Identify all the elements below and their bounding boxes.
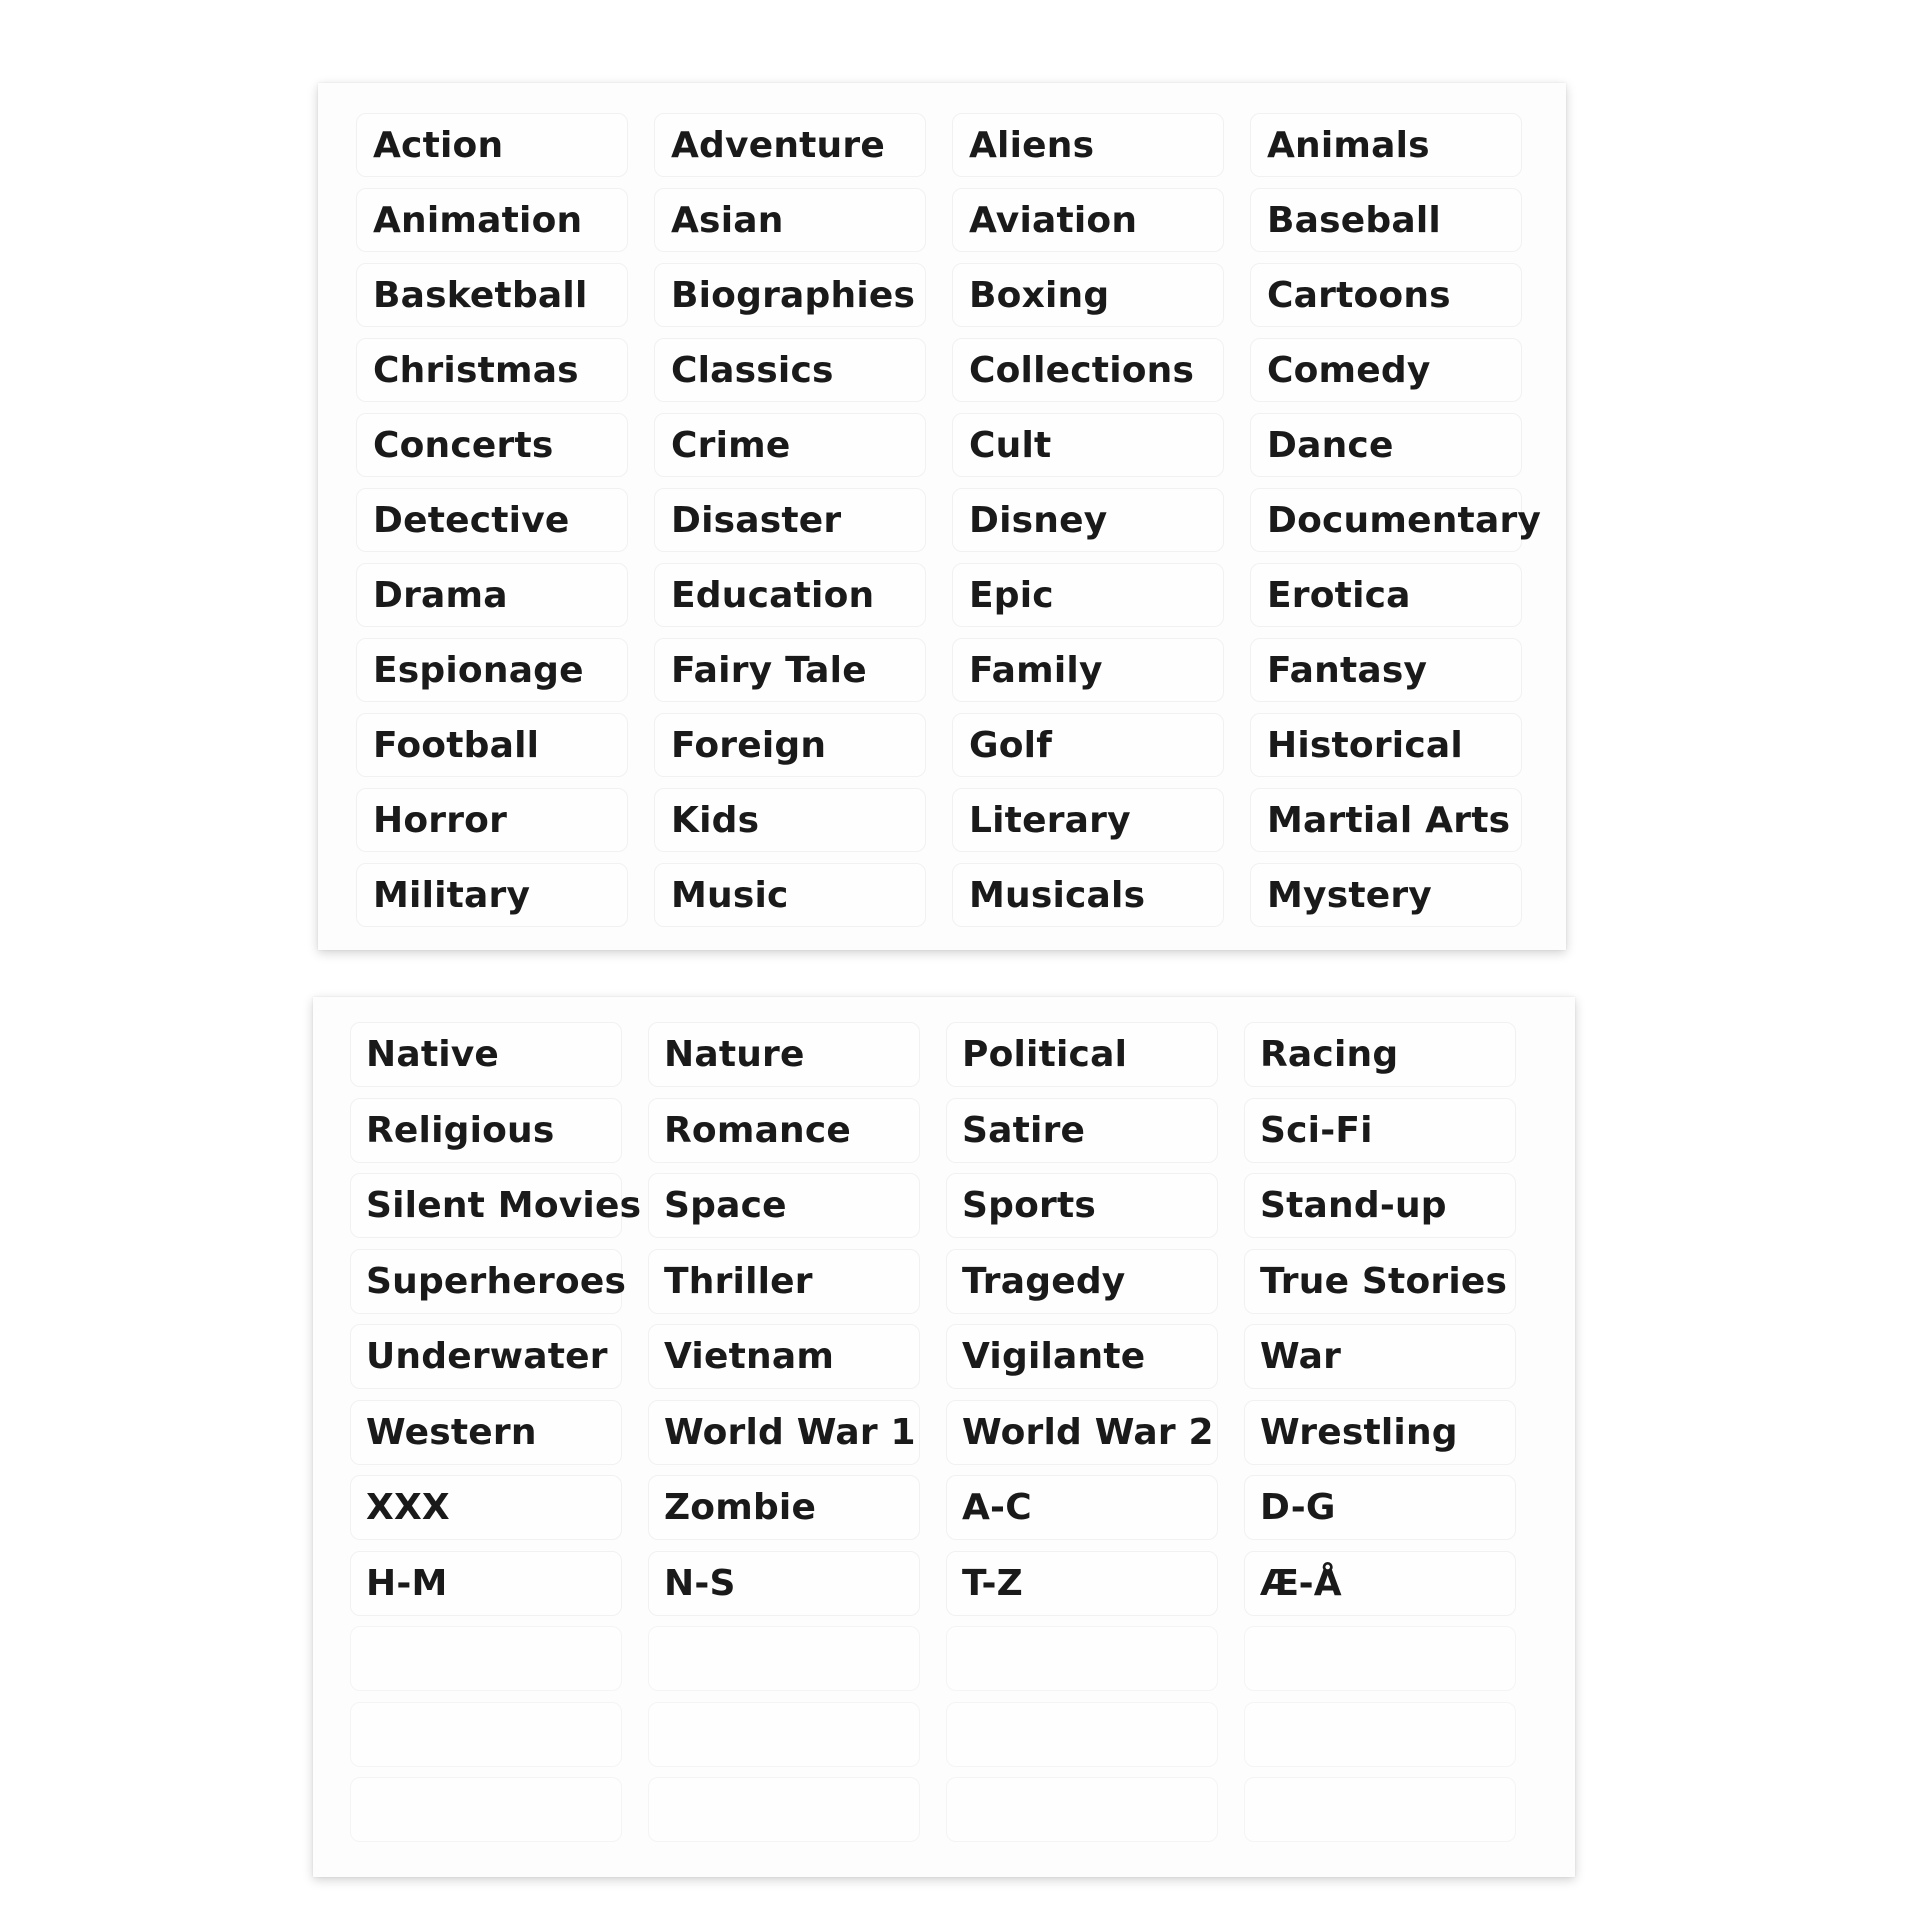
genre-label: Sports: [946, 1173, 1218, 1238]
genre-label: Cult: [952, 413, 1224, 477]
genre-label: Family: [952, 638, 1224, 702]
blank-label: [1244, 1626, 1516, 1691]
genre-label: N-S: [648, 1551, 920, 1616]
genre-label: Concerts: [356, 413, 628, 477]
blank-label: [648, 1702, 920, 1767]
genre-label: T-Z: [946, 1551, 1218, 1616]
genre-label: Foreign: [654, 713, 926, 777]
blank-label: [946, 1626, 1218, 1691]
genre-label: Mystery: [1250, 863, 1522, 927]
genre-label: Football: [356, 713, 628, 777]
genre-label: Baseball: [1250, 188, 1522, 252]
label-sheet-1: [318, 83, 1566, 950]
genre-label: Romance: [648, 1098, 920, 1163]
blank-label: [648, 1626, 920, 1691]
genre-label: Disney: [952, 488, 1224, 552]
genre-label: Silent Movies: [350, 1173, 622, 1238]
genre-label: Musicals: [952, 863, 1224, 927]
genre-label: Cartoons: [1250, 263, 1522, 327]
genre-label: Thriller: [648, 1249, 920, 1314]
genre-label: Animals: [1250, 113, 1522, 177]
genre-label: Nature: [648, 1022, 920, 1087]
label-sheet-2: [313, 997, 1575, 1877]
genre-label: Comedy: [1250, 338, 1522, 402]
genre-label: Wrestling: [1244, 1400, 1516, 1465]
genre-label: Stand-up: [1244, 1173, 1516, 1238]
genre-label: D-G: [1244, 1475, 1516, 1540]
blank-label: [1244, 1777, 1516, 1842]
blank-label: [350, 1702, 622, 1767]
genre-label: Documentary: [1250, 488, 1522, 552]
genre-label: Animation: [356, 188, 628, 252]
genre-label: H-M: [350, 1551, 622, 1616]
genre-label: Historical: [1250, 713, 1522, 777]
genre-label: Fantasy: [1250, 638, 1522, 702]
genre-label: World War 1: [648, 1400, 920, 1465]
genre-label: Underwater: [350, 1324, 622, 1389]
genre-label: Fairy Tale: [654, 638, 926, 702]
genre-label: Aliens: [952, 113, 1224, 177]
genre-label: True Stories: [1244, 1249, 1516, 1314]
genre-label: Crime: [654, 413, 926, 477]
genre-label: Christmas: [356, 338, 628, 402]
genre-label: Drama: [356, 563, 628, 627]
genre-label: Political: [946, 1022, 1218, 1087]
genre-label: Vigilante: [946, 1324, 1218, 1389]
genre-label: Espionage: [356, 638, 628, 702]
genre-label: Music: [654, 863, 926, 927]
genre-label: Action: [356, 113, 628, 177]
blank-label: [946, 1702, 1218, 1767]
blank-label: [648, 1777, 920, 1842]
blank-label: [350, 1777, 622, 1842]
genre-label: Native: [350, 1022, 622, 1087]
genre-label: Western: [350, 1400, 622, 1465]
genre-label: Zombie: [648, 1475, 920, 1540]
genre-label: Aviation: [952, 188, 1224, 252]
genre-label: Space: [648, 1173, 920, 1238]
blank-label: [1244, 1702, 1516, 1767]
genre-label: Asian: [654, 188, 926, 252]
genre-label: Sci-Fi: [1244, 1098, 1516, 1163]
genre-label: Adventure: [654, 113, 926, 177]
genre-label: Golf: [952, 713, 1224, 777]
blank-label: [350, 1626, 622, 1691]
genre-label: Detective: [356, 488, 628, 552]
genre-label: Religious: [350, 1098, 622, 1163]
genre-label: Æ-Å: [1244, 1551, 1516, 1616]
genre-label: A-C: [946, 1475, 1218, 1540]
genre-label: War: [1244, 1324, 1516, 1389]
genre-label: Disaster: [654, 488, 926, 552]
genre-label: Kids: [654, 788, 926, 852]
genre-label: Literary: [952, 788, 1224, 852]
blank-label: [946, 1777, 1218, 1842]
genre-label: World War 2: [946, 1400, 1218, 1465]
genre-label: Military: [356, 863, 628, 927]
genre-label: Satire: [946, 1098, 1218, 1163]
label-grid-2: [350, 1022, 1516, 1842]
genre-label: Superheroes: [350, 1249, 622, 1314]
label-grid-1: [356, 113, 1542, 927]
genre-label: Martial Arts: [1250, 788, 1522, 852]
genre-label: XXX: [350, 1475, 622, 1540]
genre-label: Dance: [1250, 413, 1522, 477]
genre-label: Classics: [654, 338, 926, 402]
genre-label: Racing: [1244, 1022, 1516, 1087]
genre-label: Collections: [952, 338, 1224, 402]
genre-label: Boxing: [952, 263, 1224, 327]
genre-label: Tragedy: [946, 1249, 1218, 1314]
genre-label: Epic: [952, 563, 1224, 627]
genre-label: Education: [654, 563, 926, 627]
genre-label: Basketball: [356, 263, 628, 327]
genre-label: Horror: [356, 788, 628, 852]
genre-label: Erotica: [1250, 563, 1522, 627]
genre-label: Biographies: [654, 263, 926, 327]
genre-label: Vietnam: [648, 1324, 920, 1389]
